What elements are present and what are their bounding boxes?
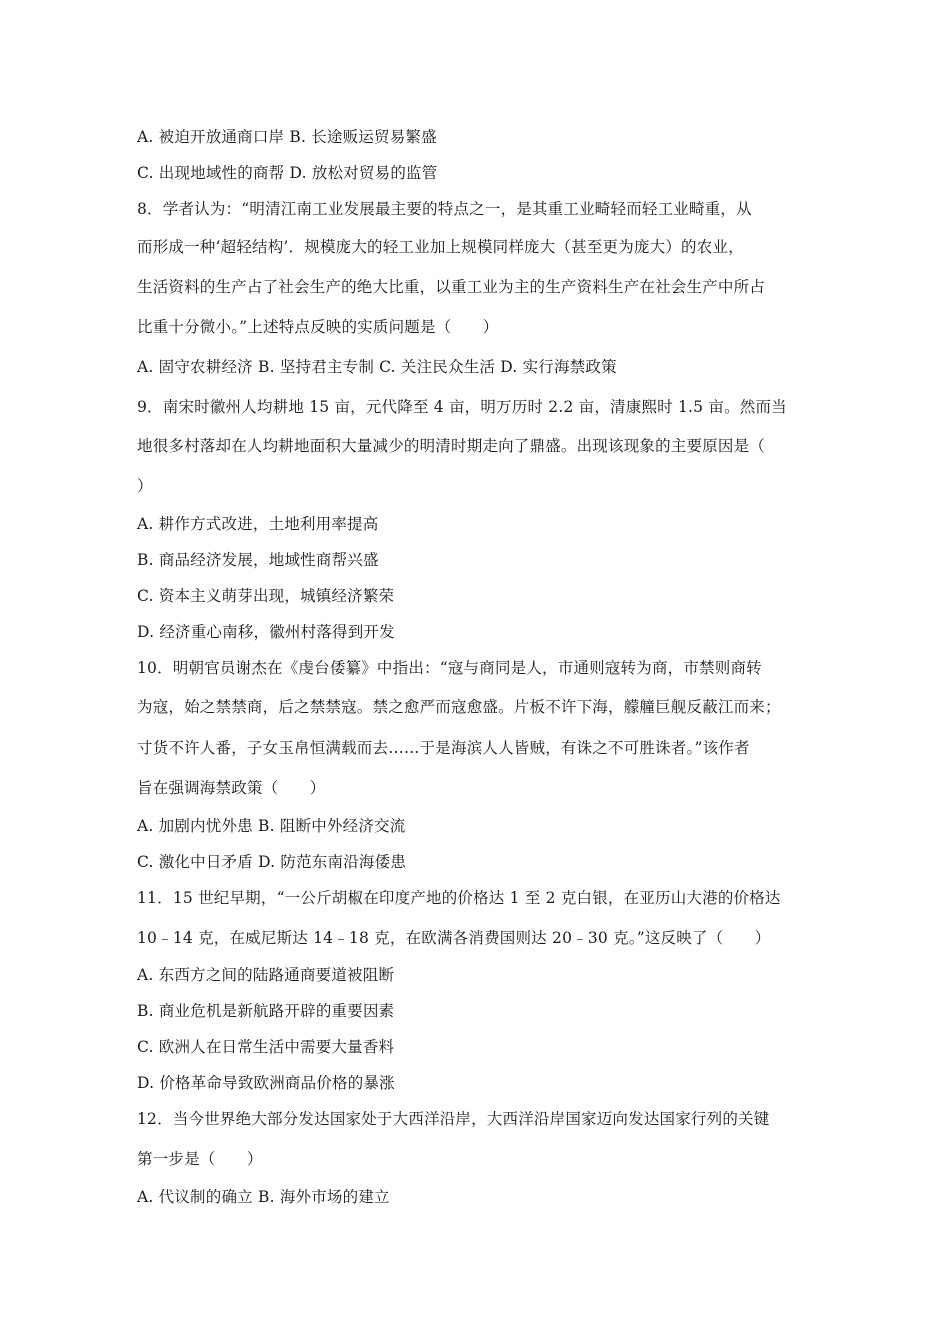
q10-stem-line-3: 寸货不许人番，子女玉帛恒满载而去……于是海滨人人皆贼，有诛之不可胜诛者。”该作者 (137, 739, 750, 757)
q12-stem-line-2: 第一步是（ ） (137, 1150, 263, 1168)
q11-stem-line-1: 11．15 世纪早期，“一公斤胡椒在印度产地的价格达 1 至 2 克白银，在亚历山大港的价格达 (137, 889, 781, 907)
q10-stem-line-2: 为寇，始之禁禁商，后之禁禁寇。禁之愈严而寇愈盛。片板不许下海，艨艟巨舰反蔽江而来； (137, 698, 781, 716)
q9-option-a: A. 耕作方式改进，土地利用率提高 (137, 515, 379, 533)
q11-option-c: C. 欧洲人在日常生活中需要大量香料 (137, 1038, 395, 1056)
q10-stem-line-1: 10．明朝官员谢杰在《虔台倭纂》中指出：“寇与商同是人，市通则寇转为商，市禁则商转 (137, 659, 762, 677)
q9-option-c: C. 资本主义萌芽出现，城镇经济繁荣 (137, 587, 395, 605)
q9-stem-line-2: 地很多村落却在人均耕地面积大量减少的明清时期走向了鼎盛。出现该现象的主要原因是（ (137, 437, 766, 455)
q8-stem-line-4: 比重十分微小。”上述特点反映的实质问题是（ ） (137, 318, 499, 336)
q8-stem-line-3: 生活资料的生产占了社会生产的绝大比重，以重工业为主的生产资料生产在社会生产中所占 (137, 278, 766, 296)
q12-options-ab: A. 代议制的确立 B. 海外市场的建立 (137, 1188, 390, 1206)
q10-stem-line-4: 旨在强调海禁政策（ ） (137, 779, 326, 797)
q8-stem-line-1: 8．学者认为：“明清江南工业发展最主要的特点之一，是其重工业畸轻而轻工业畸重，从 (137, 200, 752, 218)
q10-options-cd: C. 激化中日矛盾 D. 防范东南沿海倭患 (137, 853, 407, 871)
q11-option-d: D. 价格革命导致欧洲商品价格的暴涨 (137, 1074, 395, 1092)
q11-option-a: A. 东西方之间的陆路通商要道被阻断 (137, 966, 395, 984)
q12-stem-line-1: 12．当今世界绝大部分发达国家处于大西洋沿岸，大西洋沿岸国家迈向发达国家行列的关键 (137, 1110, 770, 1128)
q7-options-cd: C. 出现地域性的商帮 D. 放松对贸易的监管 (137, 164, 438, 182)
q11-stem-line-2: 10﹣14 克，在威尼斯达 14﹣18 克，在欧满各消费国则达 20﹣30 克。”这反映了（ ） (137, 929, 771, 947)
q10-options-ab: A. 加剧内忧外患 B. 阻断中外经济交流 (137, 817, 406, 835)
q8-options: A. 固守农耕经济 B. 坚持君主专制 C. 关注民众生活 D. 实行海禁政策 (137, 358, 617, 376)
q8-stem-line-2: 而形成一种‘超轻结构’．规模庞大的轻工业加上规模同样庞大（甚至更为庞大）的农业， (137, 238, 744, 256)
q9-stem-line-3: ） (137, 477, 153, 495)
q7-options-ab: A. 被迫开放通商口岸 B. 长途贩运贸易繁盛 (137, 128, 437, 146)
q11-option-b: B. 商业危机是新航路开辟的重要因素 (137, 1002, 395, 1020)
q9-option-d: D. 经济重心南移，徽州村落得到开发 (137, 623, 395, 641)
q9-stem-line-1: 9．南宋时徽州人均耕地 15 亩，元代降至 4 亩，明万历时 2.2 亩，清康熙时 1.5 亩。然而当 (137, 398, 787, 416)
q9-option-b: B. 商品经济发展，地域性商帮兴盛 (137, 551, 379, 569)
